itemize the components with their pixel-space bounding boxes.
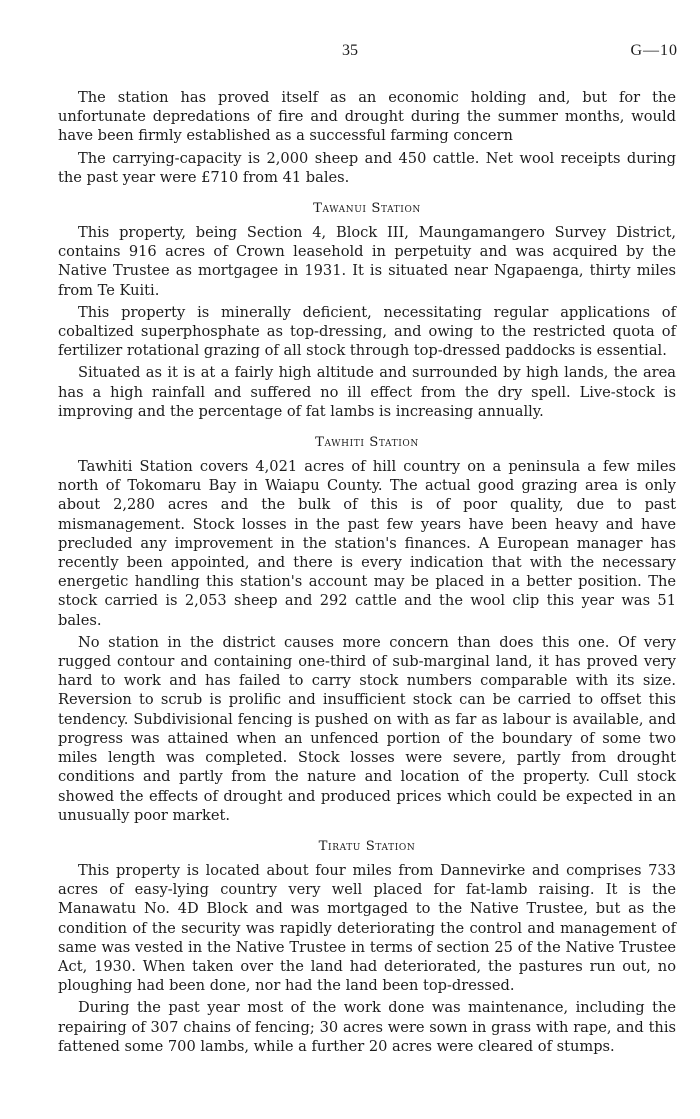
paragraph: During the past year most of the work done was maintenance, including the repairing of 307 chains of fencing; 30 acres were sown in grass with rape, and this fattened some 700 lambs, while a further 20 acres were cleared of stumps. [58, 999, 676, 1055]
paragraph: This property, being Section 4, Block III, Maungamangero Survey District, contains 916 acres of Crown leasehold in perpetuity and was acquired by the Native Trustee as mortgagee in 1931. It is situated near Ngapaenga, thirty miles from Te Kuiti. [58, 224, 676, 299]
paragraph: Situated as it is at a fairly high altitude and surrounded by high lands, the area has a high rainfall and suffered no ill effect from the dry spell. Live-stock is improving and the percentage of fat lambs is increasing annually. [58, 364, 676, 420]
page-header [0, 42, 700, 64]
document-reference: G—10 [630, 42, 678, 59]
page-number: 35 [342, 42, 358, 59]
paragraph: The carrying-capacity is 2,000 sheep and 450 cattle. Net wool receipts during the past year were £710 from 41 bales. [58, 149, 676, 186]
section-heading-tiratu: Tiratu Station [318, 838, 416, 854]
paragraph: No station in the district causes more concern than does this one. Of very rugged contour and containing one-third of sub-marginal land, it has proved very hard to work and has failed to carry stock numbers comparable with its size. Reversion to scrub is prolific and insufficient stock can be carried to offset this tendency. Subdivisional fencing is pushed on with as far as labour is available, and progress was attained when an unfenced portion of the boundary of some two miles length was completed. Stock losses were severe, partly from drought conditions and partly from the nature and location of the property. Cull stock showed the effects of drought and produced prices which could be expected in an unusually poor market. [58, 633, 676, 824]
paragraph: This property is minerally deficient, necessitating regular applications of cobaltized superphosphate as top-dressing, and owing to the restricted quota of fertilizer rotational grazing of all stock through top-dressed paddocks is essential. [58, 303, 676, 360]
section-heading-tawhiti: Tawhiti Station [315, 435, 419, 451]
paragraph: This property is located about four miles from Dannevirke and comprises 733 acres of easy-lying country very well placed for fat-lamb raising. It is the Manawatu No. 4D Block and was mortgaged to the Native Trustee, but as the condition of the security was rapidly deteriorating the control and management of same was vested in the Native Trustee in terms of section 25 of the Native Trustee Act, 1930. When taken over the land had deteriorated, the pastures run out, no ploughing had been done, nor had the land been top-dressed. [58, 861, 676, 995]
page-body [58, 88, 676, 1056]
section-heading-tawanui: Tawanui Station [313, 201, 421, 217]
paragraph: Tawhiti Station covers 4,021 acres of hill country on a peninsula a few miles north of Tokomaru Bay in Waiapu County. The actual good grazing area is only about 2,280 acres and the bulk of this is of poor quality, due to past mismanagement. Stock losses in the past few years have been heavy and have precluded any improvement in the station's finances. A European manager has recently been appointed, and there is every indication that with the necessary energetic handling this station's account may be placed in a better position. The stock carried is 2,053 sheep and 292 cattle and the wool clip this year was 51 bales. [58, 458, 676, 629]
paragraph: The station has proved itself as an economic holding and, but for the unfortunate depredations of fire and drought during the summer months, would have been firmly established as a successful farming concern [58, 89, 676, 145]
